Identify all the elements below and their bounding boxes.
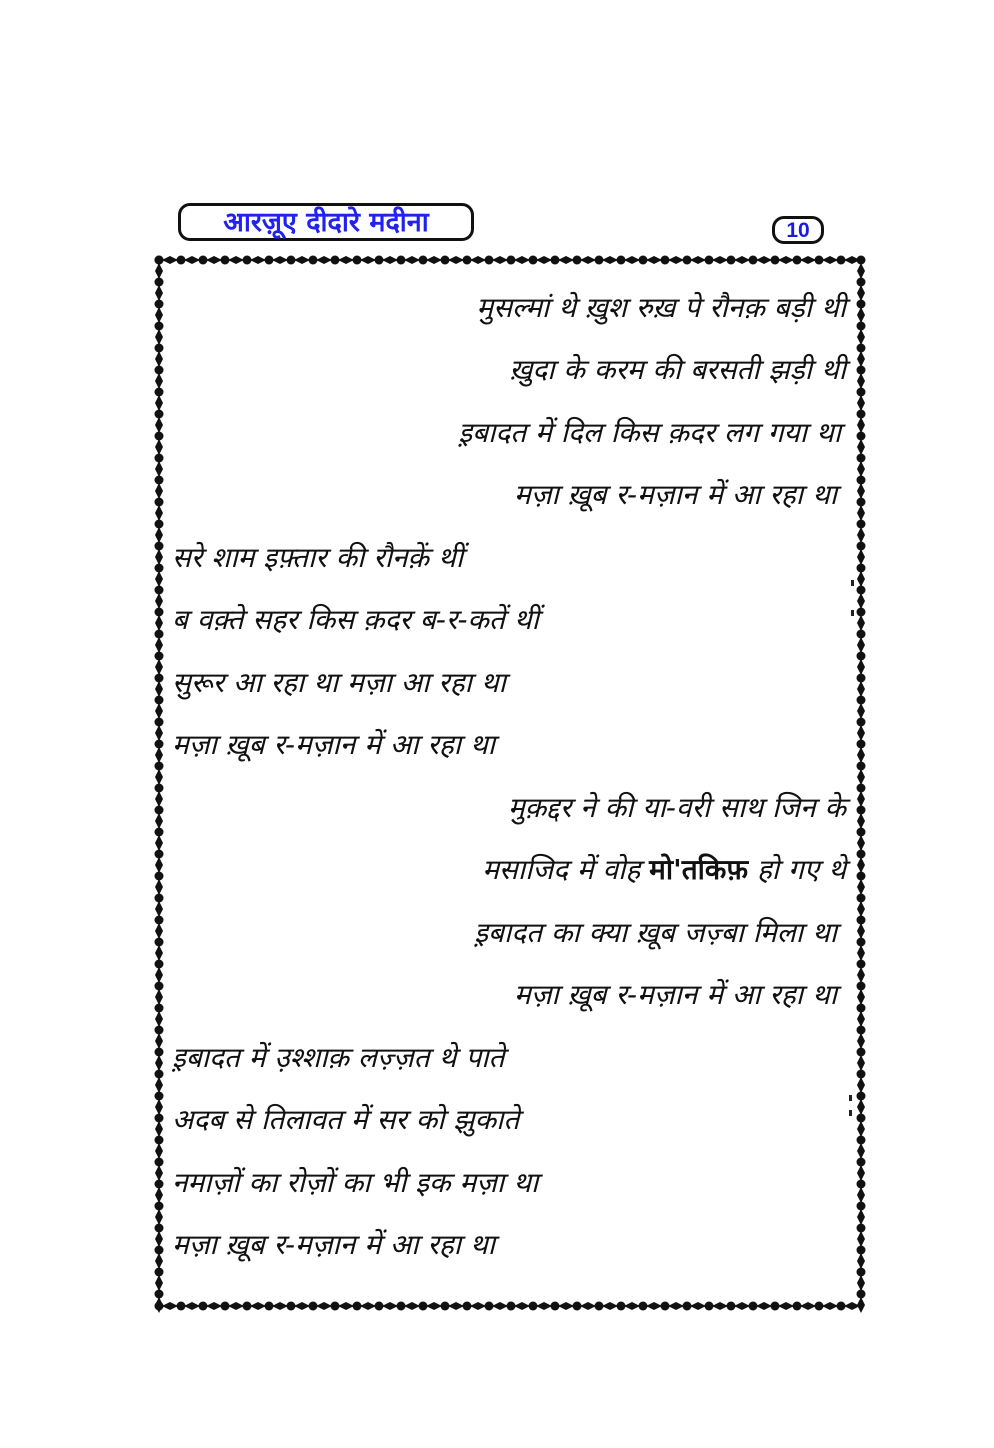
verse-line: इ़बादत में उ़श्शाक़ लज़्ज़त थे पाते: [172, 1041, 505, 1074]
verse-line: सरे शाम इफ़्तार की रौनक़ें थीं: [172, 541, 464, 574]
verse-line: नमाज़ों का रोज़ों का भी इक मज़ा था: [172, 1166, 539, 1199]
verse-line: ब वक़्ते सहर किस क़दर ब-र-कतें थीं: [172, 603, 539, 636]
verse-line: मुसल्मां थे ख़ुश रुख़ पे रौनक़ बड़ी थी: [476, 291, 846, 324]
bold-word: मो'तकिफ़: [649, 853, 749, 886]
decorative-border-frame: [155, 256, 865, 1310]
verse-line: मज़ा ख़ूब र-मज़ान में आ रहा था: [172, 728, 496, 761]
print-mark: [849, 1095, 852, 1101]
beaded-border-icon: [155, 256, 865, 1310]
book-title: आरज़ूए दीदारे मदीना: [223, 206, 429, 238]
verse-line-end: हो गए थे: [756, 853, 846, 886]
page-number-box: [772, 216, 824, 244]
page-number: 10: [786, 218, 810, 242]
verse-line-start: मसाजिद में वोह: [482, 853, 641, 886]
verse-line: मुक़द्दर ने की या-वरी साथ जिन के: [508, 791, 846, 824]
verse-line: अदब से तिलावत में सर को झुकाते: [172, 1103, 520, 1136]
book-title-box: [178, 203, 474, 241]
verse-line: मज़ा ख़ूब र-मज़ान में आ रहा था: [513, 978, 837, 1011]
verse-line-with-bold: [482, 853, 846, 886]
verse-line: मज़ा ख़ूब र-मज़ान में आ रहा था: [513, 478, 837, 511]
print-mark: [851, 580, 854, 586]
verse-line: मज़ा ख़ूब र-मज़ान में आ रहा था: [172, 1228, 496, 1261]
print-mark: [849, 1110, 852, 1116]
verse-line: सुरूर आ रहा था मज़ा आ रहा था: [172, 666, 506, 699]
print-mark: [851, 610, 854, 616]
verse-line: इ़बादत का क्या ख़ूब जज़्बा मिला था: [474, 916, 837, 949]
verse-line: इ़बादत में दिल किस क़दर लग गया था: [458, 416, 841, 449]
verse-line: ख़ुदा के करम की बरसती झड़ी थी: [509, 353, 846, 386]
